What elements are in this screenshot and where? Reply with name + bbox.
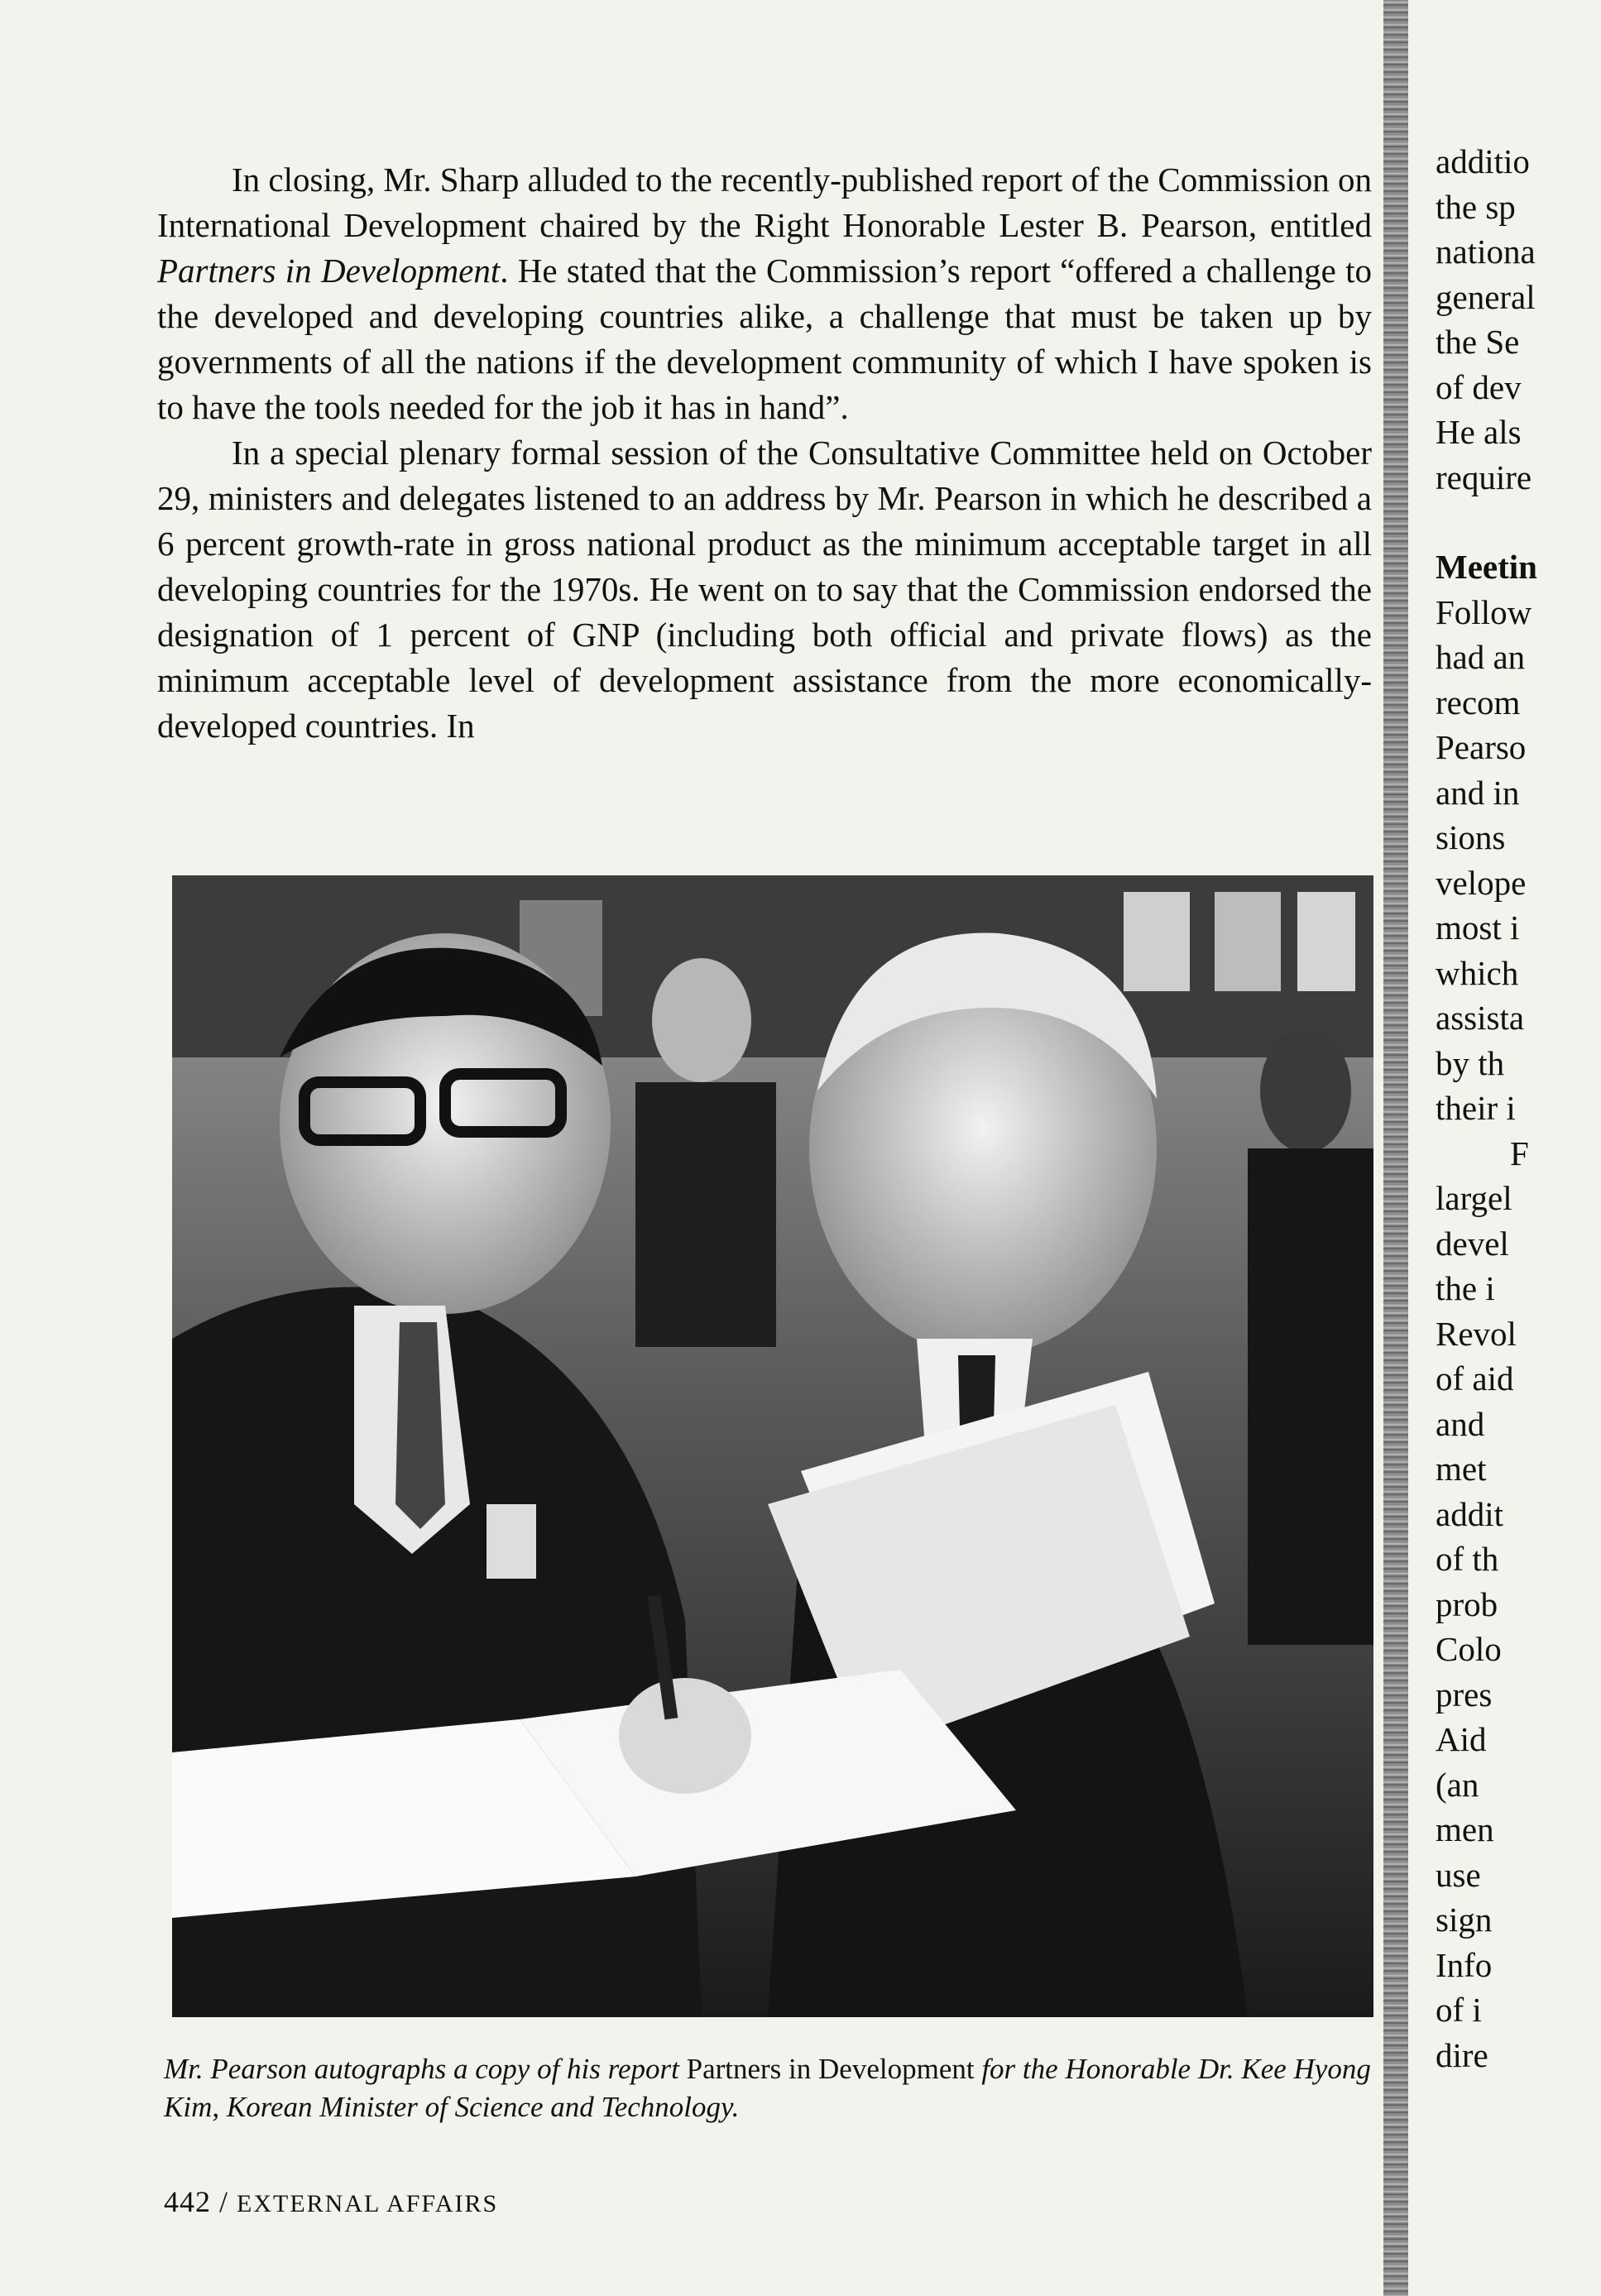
text-line: (an bbox=[1436, 1765, 1479, 1804]
photo-pearson-kim bbox=[172, 875, 1373, 2017]
text-line: of aid bbox=[1436, 1359, 1514, 1397]
text-line: addit bbox=[1436, 1494, 1503, 1533]
text-line: which bbox=[1436, 953, 1519, 992]
text-line: met bbox=[1436, 1450, 1487, 1488]
report-title: Partners in Development bbox=[157, 252, 501, 290]
section-gap bbox=[1436, 500, 1601, 544]
right-column-bottom bbox=[1436, 590, 1601, 2078]
text-line: nationa bbox=[1436, 232, 1536, 271]
text-line: and in bbox=[1436, 773, 1520, 812]
text-line: use bbox=[1436, 1855, 1481, 1894]
text-line: of i bbox=[1436, 1991, 1482, 2029]
text-line: of dev bbox=[1436, 367, 1522, 406]
photo-caption: Mr. Pearson autographs a copy of his report Partners in Development for the Honorable Dr. Kee Hyong Kim, Korean Minister of Science and Technology. bbox=[164, 2053, 1371, 2123]
text-line: and bbox=[1436, 1404, 1485, 1443]
page-footer bbox=[164, 2184, 498, 2219]
right-column-top bbox=[1436, 139, 1601, 500]
caption-report-title: Partners in Development bbox=[686, 2053, 975, 2085]
main-column bbox=[157, 157, 1372, 749]
page-number: 442 bbox=[164, 2185, 211, 2218]
text-line: sions bbox=[1436, 818, 1506, 856]
text-line: had an bbox=[1436, 638, 1526, 676]
text-line: the i bbox=[1436, 1269, 1495, 1307]
text-line: the Se bbox=[1436, 323, 1520, 361]
text-line: F bbox=[1510, 1134, 1529, 1172]
section-heading: Meetin bbox=[1436, 548, 1537, 586]
text-line: by th bbox=[1436, 1043, 1505, 1082]
text-line: assista bbox=[1436, 999, 1525, 1037]
text-line: Aid bbox=[1436, 1720, 1487, 1758]
text-line: most i bbox=[1436, 908, 1520, 947]
text-line: largel bbox=[1436, 1179, 1512, 1217]
text-line: their i bbox=[1436, 1089, 1516, 1127]
text-line: Info bbox=[1436, 1945, 1493, 1984]
publication-name: EXTERNAL AFFAIRS bbox=[237, 2190, 499, 2217]
footer-separator: / bbox=[219, 2185, 229, 2218]
text-line: pres bbox=[1436, 1675, 1493, 1714]
text-line: Revol bbox=[1436, 1314, 1517, 1353]
photo-icon bbox=[172, 875, 1373, 2017]
text-line: dire bbox=[1436, 2035, 1488, 2074]
paragraph-closing: In closing, Mr. Sharp alluded to the recently-published report of the Commission on International Development chaired by the Right Honorable Lester B. Pearson, entitled Partners in Development. He stated that the Commission’s report “offered a challenge to the developed and developing countries alike, a challenge that must be taken up by governments of all the nations if the development community of which I have spoken is to have the tools needed for the job it has in hand”. bbox=[157, 161, 1372, 426]
text-line: devel bbox=[1436, 1224, 1509, 1263]
text-line: men bbox=[1436, 1810, 1494, 1848]
text-line: require bbox=[1436, 458, 1532, 496]
text-line: the sp bbox=[1436, 187, 1516, 226]
text-line: Pearso bbox=[1436, 728, 1527, 766]
binding-gutter bbox=[1383, 0, 1408, 2296]
text-line: He als bbox=[1436, 413, 1522, 451]
text-line: general bbox=[1436, 277, 1536, 316]
text-line: of th bbox=[1436, 1540, 1499, 1578]
text-line: prob bbox=[1436, 1584, 1498, 1623]
text-line: Colo bbox=[1436, 1630, 1502, 1668]
text-line: additio bbox=[1436, 142, 1530, 180]
right-column-clipped bbox=[1436, 139, 1601, 2078]
text-line: Follow bbox=[1436, 592, 1532, 631]
text-line: recom bbox=[1436, 683, 1521, 721]
text-line: sign bbox=[1436, 1901, 1493, 1939]
text-line: velope bbox=[1436, 863, 1527, 902]
paragraph-plenary-session: In a special plenary formal session of the Consultative Committee held on October 29, ministers and delegates listened to an address by Mr. Pearson in which he described a 6 percent growth-rate in gross national product as the minimum acceptable target in all developing countries for the 1970s. He went on to say that the Commission endorsed the designation of 1 percent of GNP (including both official and private flows) as the minimum acceptable level of development assistance from the more economically-developed countries. In bbox=[157, 434, 1372, 745]
